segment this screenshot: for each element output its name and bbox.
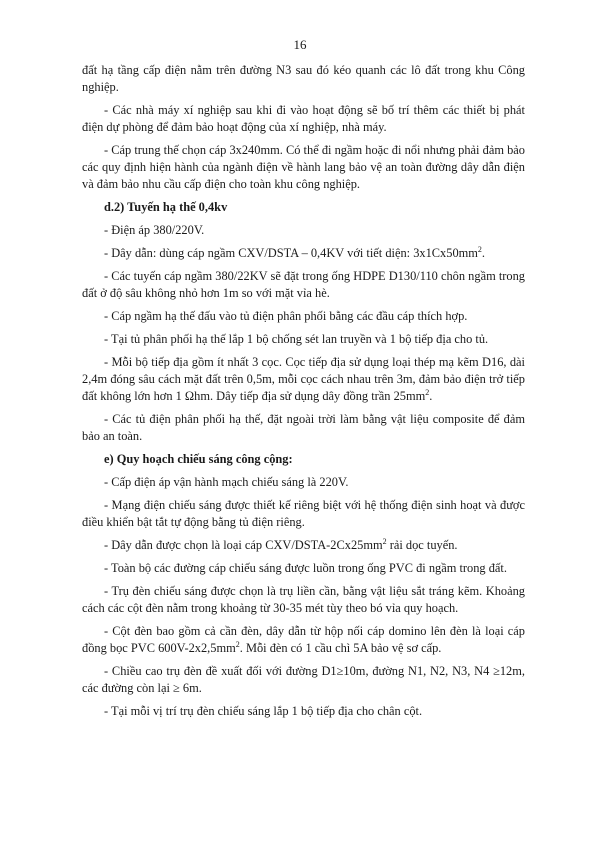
superscript: 2 bbox=[382, 536, 387, 546]
page-number: 16 bbox=[293, 37, 307, 52]
paragraph bbox=[82, 308, 525, 325]
paragraph-text: - Dây dẫn được chọn là loại cáp CXV/DSTA-2Cx25mm bbox=[104, 538, 383, 552]
paragraph-text: - Chiều cao trụ đèn đề xuất đối với đường D1≥10m, đường N1, N2, N3, N4 ≥12m, các đường còn lại ≥ 6m. bbox=[82, 664, 525, 695]
document-body bbox=[82, 62, 525, 726]
paragraph bbox=[82, 663, 525, 697]
paragraph-text: d.2) Tuyến hạ thế 0,4kv bbox=[104, 200, 228, 214]
paragraph-text: - Mạng điện chiếu sáng được thiết kế riêng biệt với hệ thống điện sinh hoạt và được điều khiển bật tắt tự động bằng tủ điện riêng. bbox=[82, 498, 525, 529]
paragraph-text-tail: . bbox=[429, 389, 433, 403]
paragraph-text: - Cáp ngầm hạ thế đấu vào tủ điện phân phối bằng các đầu cáp thích hợp. bbox=[104, 309, 468, 323]
section-heading bbox=[82, 199, 525, 216]
paragraph-text: - Các tuyến cáp ngầm 380/22KV sẽ đặt trong ống HDPE D130/110 chôn ngầm trong đất ở độ sâu không nhỏ hơn 1m so với mặt vỉa hè. bbox=[82, 269, 525, 300]
paragraph bbox=[82, 497, 525, 531]
paragraph bbox=[82, 537, 525, 554]
superscript: 2 bbox=[425, 387, 430, 397]
paragraph bbox=[82, 62, 525, 96]
paragraph-text-tail: . bbox=[481, 246, 486, 260]
paragraph-text: - Mỗi bộ tiếp địa gồm ít nhất 3 cọc. Cọc tiếp địa sử dụng loại thép mạ kẽm D16, dài 2,4m đóng sâu cách mặt đất trên 0,5m, mỗi cọc cách nhau trên 3m, đảm bảo điện trở tiếp đất không lớn hơn 1 Ωhm. Dây tiếp địa sử dụng dây đồng trần 25mm bbox=[82, 355, 525, 403]
paragraph-text: - Các tủ điện phân phối hạ thế, đặt ngoài trời làm bằng vật liệu composite để đảm bảo an toàn. bbox=[82, 412, 525, 443]
paragraph bbox=[82, 411, 525, 445]
paragraph-text: - Toàn bộ các đường cáp chiếu sáng được luồn trong ống PVC đi ngầm trong đất. bbox=[104, 561, 507, 575]
paragraph-text: - Dây dẫn: dùng cáp ngầm CXV/DSTA – 0,4KV với tiết diện: 3x1Cx50mm bbox=[104, 246, 478, 260]
paragraph-text: - Trụ đèn chiếu sáng được chọn là trụ liền cần, bằng vật liệu sắt tráng kẽm. Khoảng cách các cột đèn nằm trong khoảng từ 30-35 mét tùy theo bó vỉa quy hoạch. bbox=[82, 584, 525, 615]
paragraph-text-tail: . Mỗi đèn có 1 cầu chì 5A bảo vệ sơ cấp. bbox=[239, 641, 442, 655]
paragraph-text: - Tại tủ phân phối hạ thế lắp 1 bộ chống sét lan truyền và 1 bộ tiếp địa cho tủ. bbox=[104, 332, 489, 346]
paragraph-text: - Cáp trung thế chọn cáp 3x240mm. Có thể đi ngầm hoặc đi nổi nhưng phải đảm bảo các quy định hiện hành của ngành điện về hành lang bảo vệ an toàn đường dây dẫn điện và đảm bảo nhu cầu cấp điện cho toàn khu công nghiệp. bbox=[82, 143, 525, 191]
paragraph bbox=[82, 222, 525, 239]
paragraph bbox=[82, 354, 525, 405]
paragraph-text: - Các nhà máy xí nghiệp sau khi đi vào hoạt động sẽ bố trí thêm các thiết bị phát điện dự phòng để đảm bảo hoạt động của xí nghiệp, nhà máy. bbox=[82, 103, 525, 134]
paragraph bbox=[82, 142, 525, 193]
paragraph bbox=[82, 703, 525, 720]
paragraph bbox=[82, 560, 525, 577]
paragraph-text: - Cột đèn bao gồm cả cần đèn, dây dẫn từ hộp nối cáp domino lên đèn là loại cáp đồng bọc PVC 600V-2x2,5mm bbox=[82, 624, 525, 655]
paragraph bbox=[82, 268, 525, 302]
paragraph-text: đất hạ tầng cấp điện nằm trên đường N3 sau đó kéo quanh các lô đất trong khu Công nghiệp. bbox=[82, 63, 525, 94]
paragraph-text: - Điện áp 380/220V. bbox=[104, 223, 205, 237]
paragraph bbox=[82, 474, 525, 491]
superscript: 2 bbox=[477, 244, 482, 254]
section-heading bbox=[82, 451, 525, 468]
paragraph bbox=[82, 583, 525, 617]
paragraph bbox=[82, 102, 525, 136]
superscript: 2 bbox=[235, 639, 240, 649]
paragraph bbox=[82, 331, 525, 348]
paragraph-text: - Cấp điện áp vận hành mạch chiếu sáng là 220V. bbox=[104, 475, 349, 489]
paragraph-text-tail: rải dọc tuyến. bbox=[386, 538, 458, 552]
paragraph bbox=[82, 623, 525, 657]
paragraph bbox=[82, 245, 525, 262]
paragraph-text: e) Quy hoạch chiếu sáng công cộng: bbox=[104, 452, 293, 466]
paragraph-text: - Tại mỗi vị trí trụ đèn chiếu sáng lắp 1 bộ tiếp địa cho chân cột. bbox=[104, 704, 423, 718]
